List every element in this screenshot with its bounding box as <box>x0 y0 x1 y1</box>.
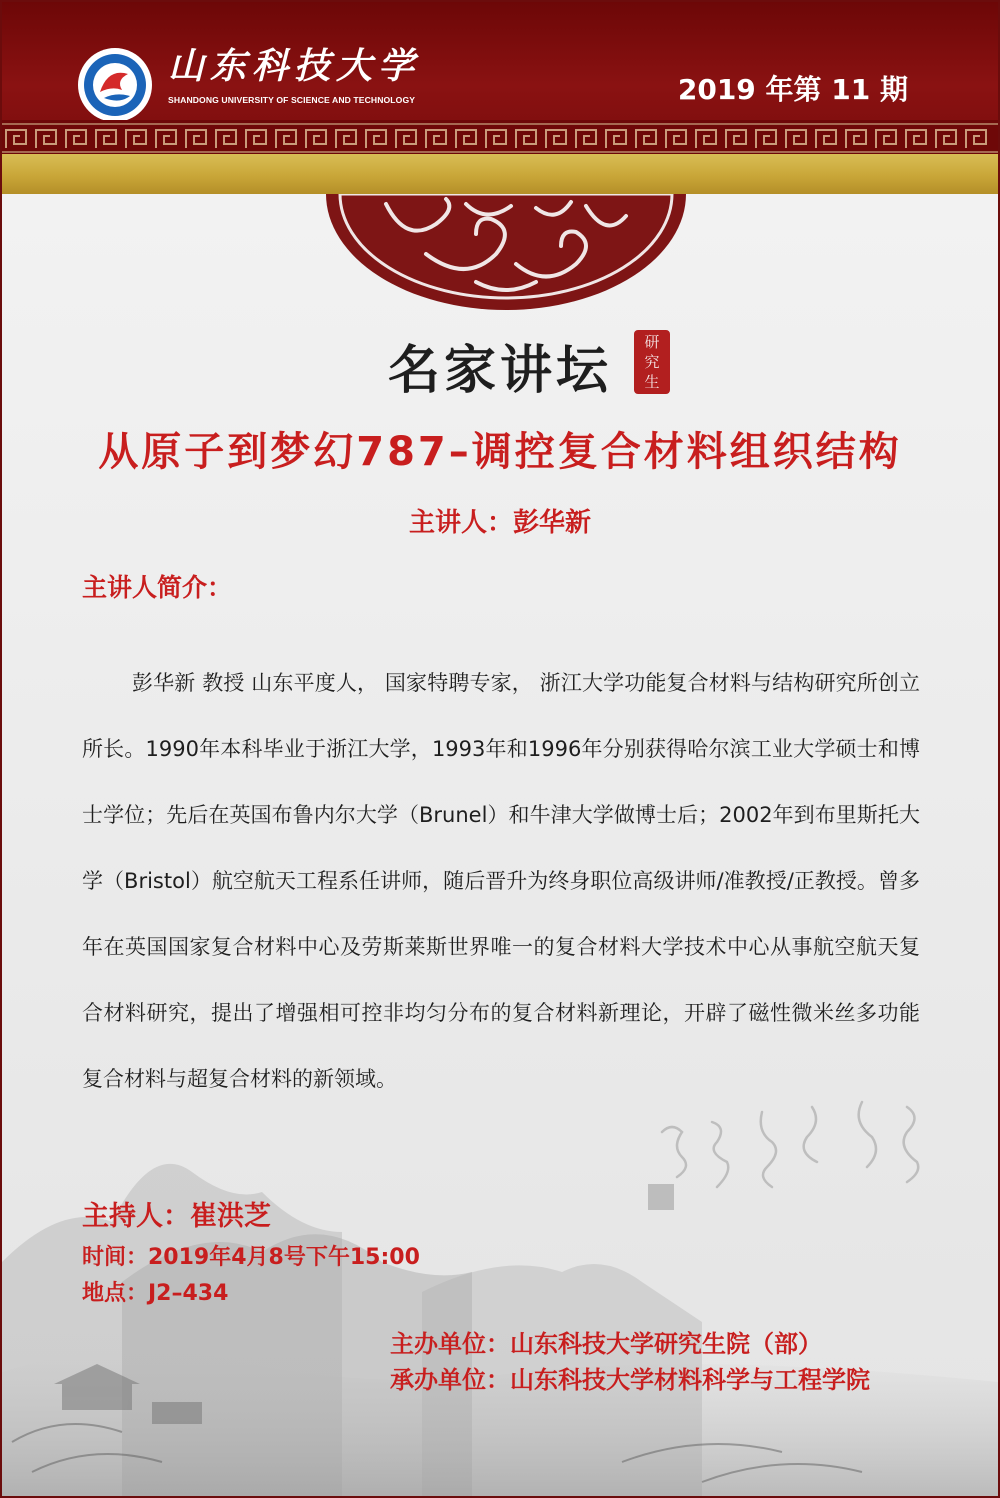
poster <box>2 2 998 1496</box>
school-name-english: SHANDONG UNIVERSITY OF SCIENCE AND TECHNOLOGY <box>168 95 416 105</box>
header-banner <box>2 2 998 154</box>
host-name: 主持人：崔洪芝 <box>82 1201 271 1232</box>
event-time: 时间：2019年4月8号下午15:00 <box>82 1245 420 1270</box>
gold-band <box>2 154 998 194</box>
speaker-name: 主讲人：彭华新 <box>408 508 591 538</box>
university-emblem-icon <box>76 46 154 124</box>
speaker-bio: 彭华新 教授 山东平度人， 国家特聘专家， 浙江大学功能复合材料与结构研究所创立所长。1990年本科毕业于浙江大学，1993年和1996年分别获得哈尔滨工业大学硕士和博士学位；先后在英国布鲁内尔大学（Brunel）和牛津大学做博士后；2002年到布里斯托大学（Bristol）航空航天工程系任讲师，随后晋升为终身职位高级讲师/准教授/正教授。曾多年在英国国家复合材料中心及劳斯莱斯世界唯一的复合材料大学技术中心从事航空航天复合材料研究，提出了增强相可控非均匀分布的复合材料新理论，开辟了磁性微米丝多功能复合材料与超复合材料的新领域。 <box>82 671 920 1091</box>
organizer: 主办单位：山东科技大学研究生院（部） <box>390 1330 822 1358</box>
forum-title: 名家讲坛 <box>387 341 612 401</box>
co-organizer: 承办单位：山东科技大学材料科学与工程学院 <box>390 1366 870 1394</box>
cloud-pattern-ornament <box>326 194 686 310</box>
graduate-seal <box>634 330 670 394</box>
talk-title: 从原子到梦幻787–调控复合材料组织结构 <box>98 429 902 475</box>
event-place: 地点：J2–434 <box>82 1281 229 1306</box>
issue-number: 2019 年第 11 期 <box>677 73 908 106</box>
seal-text: 研究生 <box>644 333 660 391</box>
calligraphy-decoration <box>642 1092 942 1222</box>
bio-heading: 主讲人简介： <box>82 573 233 602</box>
school-name: 山东科技大学 <box>168 45 421 87</box>
greek-key-border <box>2 120 998 156</box>
